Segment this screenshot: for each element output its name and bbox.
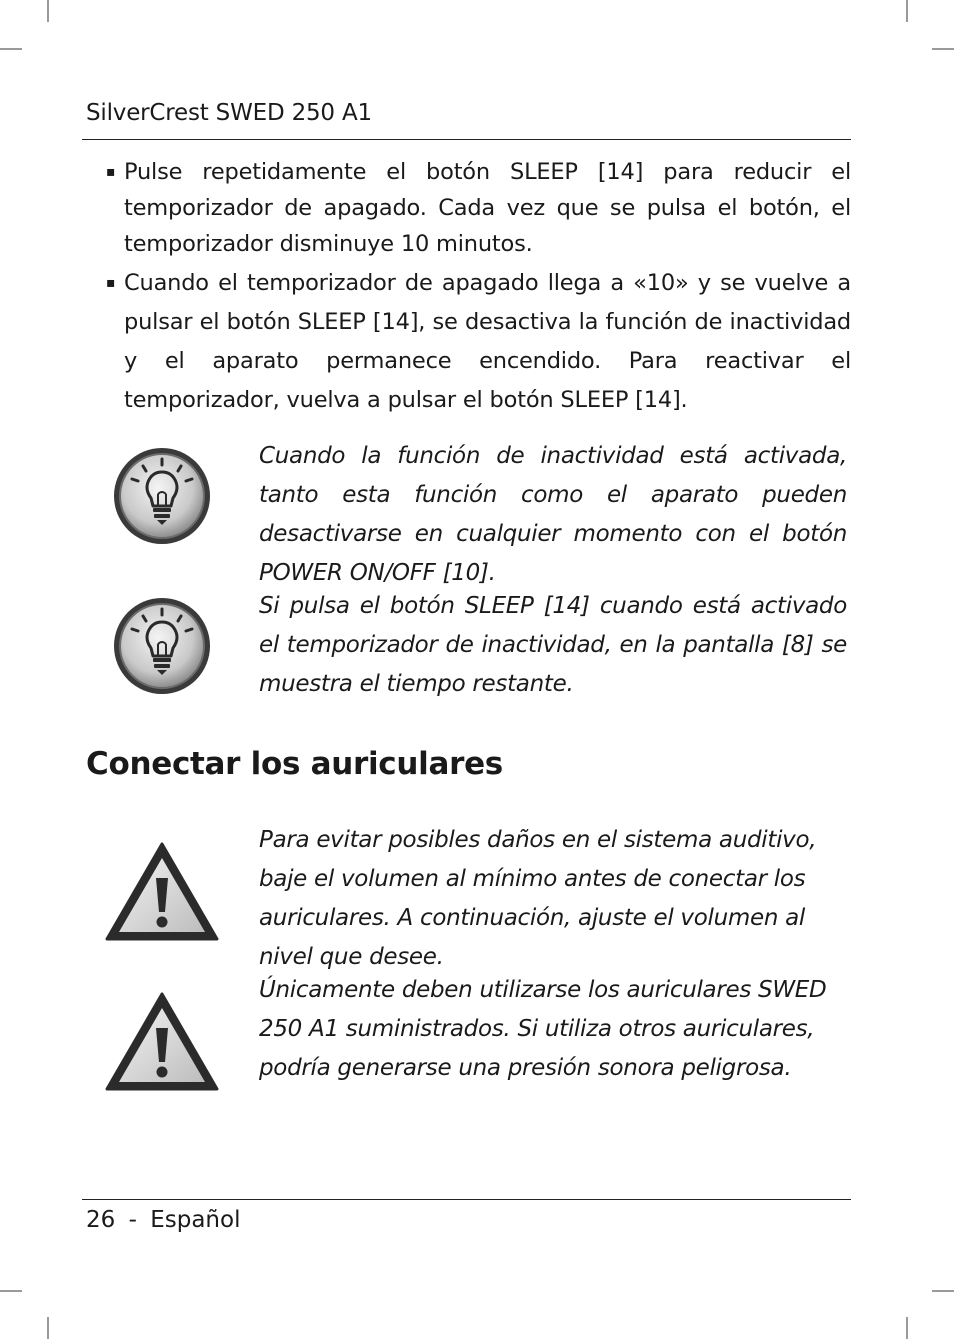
bullet-text: Cuando el temporizador de apagado llega a «10» y se vuelve a pulsar el botón SLEEP [14], se desactiva la función de inactividad y el aparato permanece encendido. Para reactivar el temporizador, vuelva a pulsar el botón SLEEP [14]. <box>124 270 851 413</box>
bullet-text: Pulse repetidamente el botón SLEEP [14] para reducir el temporizador de apagado. Cada vez que se pulsa el botón, el temporizador disminuye 10 minutos. <box>124 159 851 257</box>
footer-language: Español <box>150 1207 241 1233</box>
tip-note: Si pulsa el botón SLEEP [14] cuando está activado el temporizador de inactividad, en la pantalla [8] se muestra el tiempo restante. <box>259 593 847 697</box>
crop-mark <box>906 1317 908 1339</box>
warning-note: Únicamente deben utilizarse los auriculares SWED 250 A1 suministrados. Si utiliza otros auriculares, podría generarse una presión sonora peligrosa. <box>259 977 827 1081</box>
footer-separator: - <box>128 1207 137 1233</box>
crop-mark <box>47 1317 49 1339</box>
bullet-mark: ▪ <box>106 275 116 291</box>
lightbulb-icon <box>112 596 212 696</box>
footer-rule <box>82 1199 851 1200</box>
warning-note: Para evitar posibles daños en el sistema auditivo, baje el volumen al mínimo antes de conectar los auriculares. A continuación, ajuste el volumen al nivel que desee. <box>259 827 817 970</box>
header-rule <box>82 139 851 140</box>
bullet-mark: ▪ <box>106 164 116 180</box>
list-item <box>106 264 851 420</box>
crop-mark <box>0 1290 22 1292</box>
list-item <box>106 154 851 262</box>
crop-mark <box>932 1290 954 1292</box>
page-number: 26 <box>86 1207 116 1233</box>
warning-icon <box>105 992 219 1092</box>
crop-mark <box>0 48 22 50</box>
crop-mark <box>47 0 49 22</box>
crop-mark <box>906 0 908 22</box>
section-title: Conectar los auriculares <box>86 746 503 782</box>
page-footer <box>86 1207 240 1233</box>
bullet-list <box>106 154 851 420</box>
document-header: SilverCrest SWED 250 A1 <box>86 100 372 126</box>
lightbulb-icon <box>112 446 212 546</box>
tip-note: Cuando la función de inactividad está activada, tanto esta función como el aparato pueden desactivarse en cualquier momento con el botón POWER ON/OFF [10]. <box>259 443 847 586</box>
warning-icon <box>105 842 219 942</box>
crop-mark <box>932 48 954 50</box>
